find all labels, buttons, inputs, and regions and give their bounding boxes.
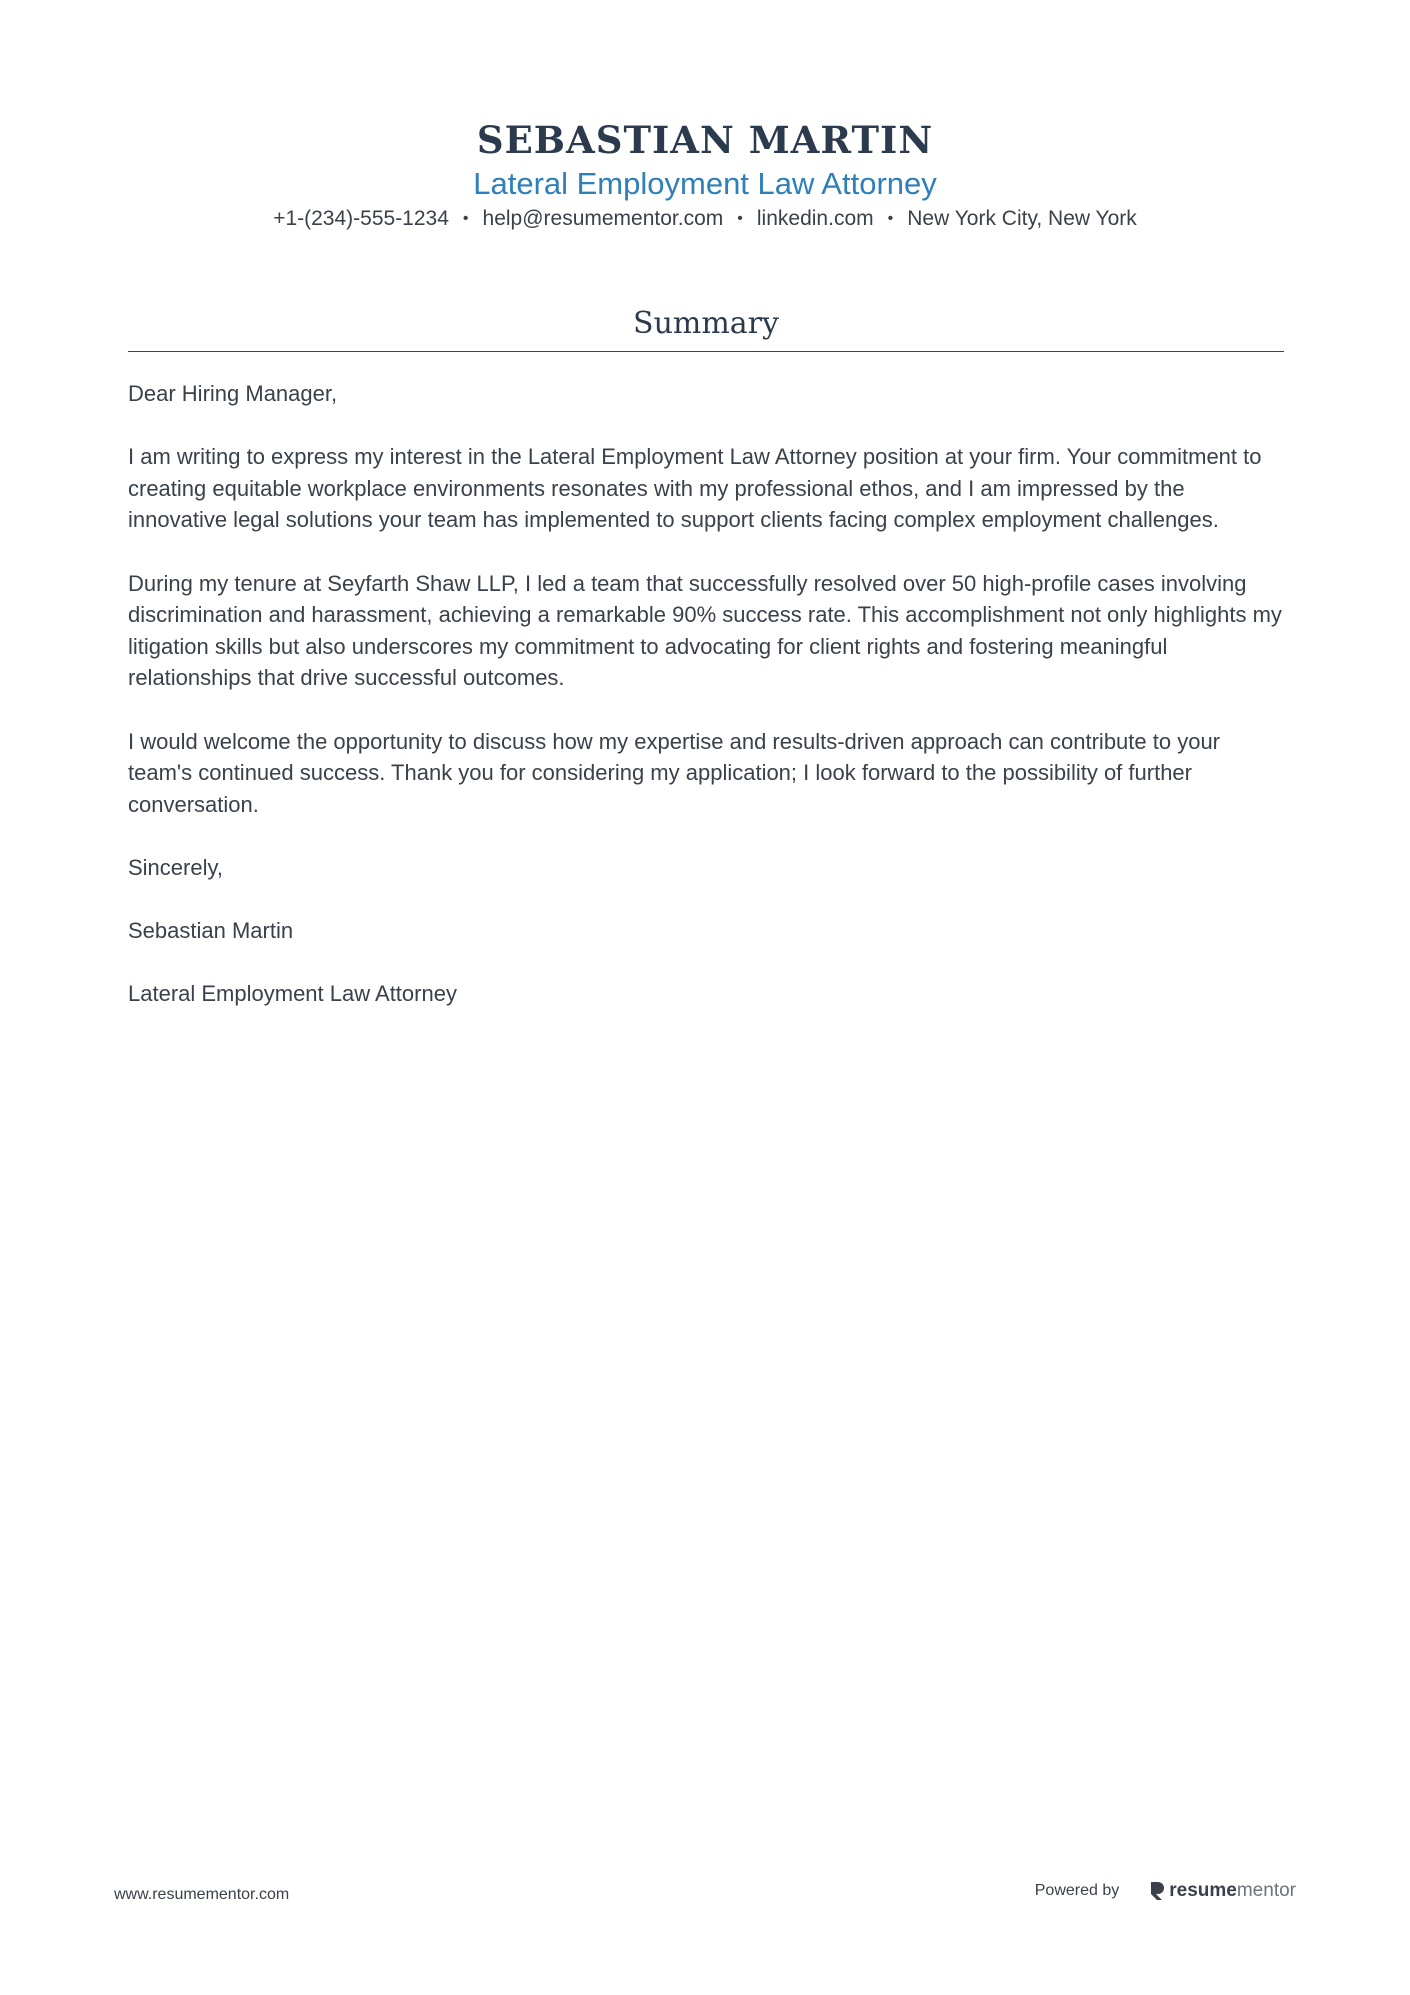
header bbox=[0, 116, 1410, 234]
contact-email[interactable]: help@resumementor.com bbox=[482, 207, 724, 230]
contact-location: New York City, New York bbox=[907, 207, 1137, 230]
letter-paragraph: I would welcome the opportunity to discuss how my expertise and results-driven approach can contribute to your team's continued success. Thank you for considering my application; I look forward to the possibility of further conversation. bbox=[128, 728, 1221, 817]
candidate-name: SEBASTIAN MARTIN bbox=[476, 118, 934, 162]
contact-separator: • bbox=[887, 210, 894, 227]
letter-paragraph: I am writing to express my interest in the Lateral Employment Law Attorney position at your firm. Your commitment to creating equitable workplace environments resonates with my professional ethos, and I am impressed by the innovative legal solutions your team has implemented to support clients facing complex employment challenges. bbox=[128, 444, 1262, 533]
contact-phone: +1-(234)-555-1234 bbox=[273, 207, 449, 230]
resumementor-logo-icon bbox=[1149, 1881, 1165, 1901]
letter-body bbox=[128, 378, 1288, 1041]
footer-website[interactable]: www.resumementor.com bbox=[114, 1886, 290, 1903]
signature-name: Sebastian Martin bbox=[128, 918, 294, 944]
contact-separator: • bbox=[462, 210, 469, 227]
letter-closing: Sincerely, bbox=[128, 854, 223, 880]
letter-greeting: Dear Hiring Manager, bbox=[128, 381, 338, 406]
brand-name-bold: resume bbox=[1169, 1880, 1237, 1901]
signature-title: Lateral Employment Law Attorney bbox=[128, 981, 457, 1007]
footer-branding bbox=[1035, 1880, 1296, 1902]
letter-paragraph: During my tenure at Seyfarth Shaw LLP, I led a team that successfully resolved over 50 high-profile cases involving discrimination and harassment, achieving a remarkable 90% success rate. This accomplishment not only highlights my litigation skills but also underscores my commitment to advocating for client rights and fostering meaningful relationships that drive successful outcomes. bbox=[128, 570, 1282, 691]
candidate-title: Lateral Employment Law Attorney bbox=[473, 166, 937, 201]
contact-separator: • bbox=[737, 210, 743, 227]
contact-line bbox=[0, 204, 1410, 234]
resumementor-logo[interactable] bbox=[1149, 1880, 1296, 1902]
section-divider bbox=[128, 351, 1284, 352]
contact-website[interactable]: linkedin.com bbox=[756, 207, 874, 230]
section-title: Summary bbox=[633, 306, 779, 341]
brand-name-light: mentor bbox=[1236, 1880, 1296, 1901]
powered-by-label: Powered by bbox=[1034, 1882, 1120, 1899]
